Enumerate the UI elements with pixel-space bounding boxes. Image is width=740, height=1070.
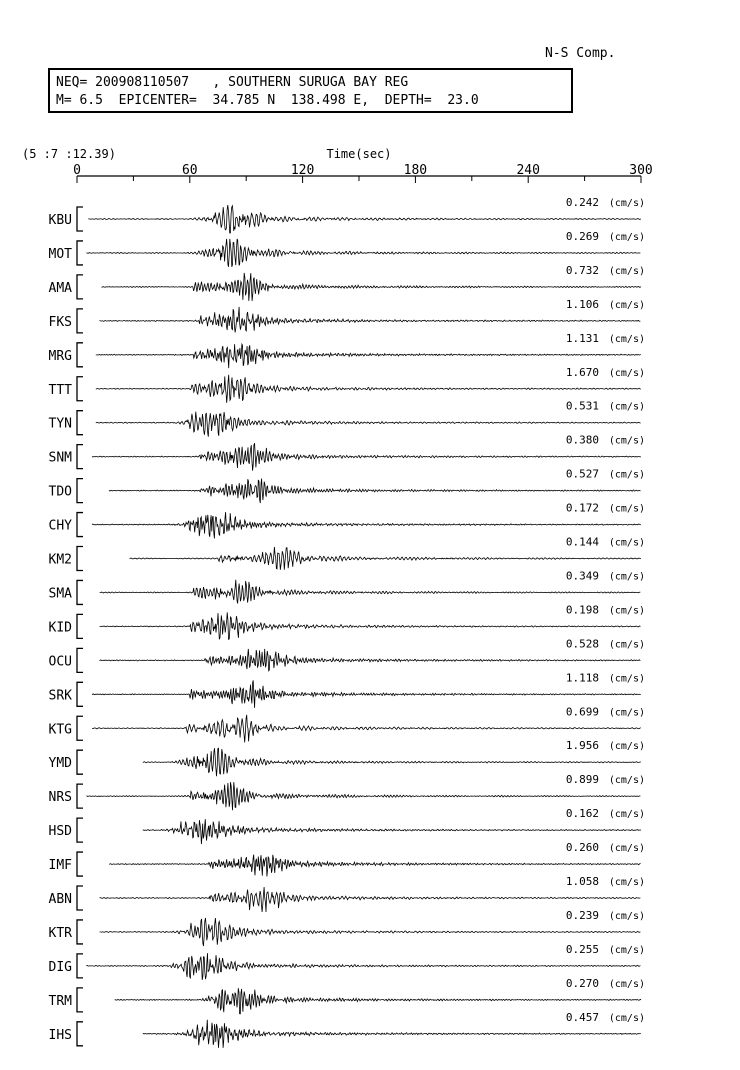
x-axis-title: Time(sec) bbox=[326, 147, 392, 161]
component-label: N-S Comp. bbox=[545, 46, 616, 61]
station-label: KID bbox=[48, 620, 72, 636]
max-amplitude-label: 1.670 bbox=[565, 365, 599, 379]
waveform-trace bbox=[100, 918, 641, 946]
max-amplitude-label: 0.269 bbox=[565, 229, 599, 243]
station-bracket bbox=[77, 852, 83, 876]
station-label: SRK bbox=[48, 688, 72, 704]
station-bracket bbox=[77, 309, 83, 333]
station-bracket bbox=[77, 275, 83, 299]
station-bracket bbox=[77, 241, 83, 265]
max-amplitude-label: 0.260 bbox=[565, 841, 599, 855]
unit-label: (cm/s) bbox=[608, 843, 645, 855]
station-bracket bbox=[77, 988, 83, 1012]
max-amplitude-label: 0.380 bbox=[565, 433, 599, 447]
unit-label: (cm/s) bbox=[608, 707, 645, 719]
unit-label: (cm/s) bbox=[608, 910, 645, 922]
station-label: IMF bbox=[48, 858, 72, 874]
waveform-trace bbox=[100, 612, 641, 639]
waveform-trace bbox=[96, 412, 641, 437]
station-bracket bbox=[77, 445, 83, 469]
station-label: MRG bbox=[48, 348, 72, 364]
unit-label: (cm/s) bbox=[608, 1012, 645, 1024]
waveform-trace bbox=[86, 239, 640, 267]
station-bracket bbox=[77, 1022, 83, 1046]
max-amplitude-label: 0.270 bbox=[565, 976, 599, 990]
station-bracket bbox=[77, 682, 83, 706]
unit-label: (cm/s) bbox=[608, 401, 645, 413]
waveform-trace bbox=[143, 748, 641, 776]
unit-label: (cm/s) bbox=[608, 537, 645, 549]
event-info-line-2: M= 6.5 EPICENTER= 34.785 N 138.498 E, DEPTH= 23.0 bbox=[56, 93, 479, 108]
station-label: TYN bbox=[48, 416, 72, 432]
max-amplitude-label: 0.349 bbox=[565, 569, 599, 583]
station-label: AMA bbox=[48, 280, 72, 296]
unit-label: (cm/s) bbox=[608, 775, 645, 787]
unit-label: (cm/s) bbox=[608, 503, 645, 515]
waveform-trace bbox=[143, 1020, 641, 1048]
station-label: MOT bbox=[48, 246, 72, 262]
station-bracket bbox=[77, 818, 83, 842]
unit-label: (cm/s) bbox=[608, 605, 645, 617]
station-bracket bbox=[77, 411, 83, 435]
station-label: ABN bbox=[48, 892, 72, 907]
waveform-trace bbox=[92, 715, 641, 743]
station-label: NRS bbox=[48, 790, 72, 806]
waveform-trace bbox=[88, 205, 641, 233]
max-amplitude-label: 0.527 bbox=[565, 467, 599, 481]
max-amplitude-label: 1.118 bbox=[565, 671, 599, 685]
max-amplitude-label: 0.732 bbox=[565, 263, 599, 277]
waveform-trace bbox=[101, 273, 641, 301]
waveform-trace bbox=[92, 512, 641, 538]
station-label: KTR bbox=[48, 925, 72, 941]
station-label: CHY bbox=[48, 518, 72, 534]
max-amplitude-label: 0.242 bbox=[565, 196, 599, 209]
unit-label: (cm/s) bbox=[608, 367, 645, 379]
max-amplitude-label: 0.531 bbox=[565, 399, 599, 413]
station-bracket bbox=[77, 954, 83, 978]
waveform-trace bbox=[86, 953, 640, 980]
station-label: TRM bbox=[48, 993, 72, 1009]
waveform-trace bbox=[96, 344, 641, 368]
station-label: KBU bbox=[48, 213, 72, 228]
station-label: TTT bbox=[48, 382, 72, 398]
x-tick-label: 240 bbox=[516, 163, 540, 178]
unit-label: (cm/s) bbox=[608, 809, 645, 821]
unit-label: (cm/s) bbox=[608, 299, 645, 311]
waveform-trace bbox=[100, 649, 641, 671]
station-bracket bbox=[77, 886, 83, 910]
waveform-trace bbox=[100, 580, 641, 604]
max-amplitude-label: 1.058 bbox=[565, 875, 599, 888]
x-tick-label: 300 bbox=[629, 163, 653, 178]
unit-label: (cm/s) bbox=[608, 469, 645, 481]
station-bracket bbox=[77, 377, 83, 401]
station-bracket bbox=[77, 580, 83, 604]
unit-label: (cm/s) bbox=[608, 435, 645, 447]
unit-label: (cm/s) bbox=[608, 877, 645, 888]
max-amplitude-label: 0.255 bbox=[565, 942, 599, 956]
unit-label: (cm/s) bbox=[608, 978, 645, 990]
unit-label: (cm/s) bbox=[608, 265, 645, 277]
waveform-trace bbox=[100, 307, 641, 333]
max-amplitude-label: 1.956 bbox=[565, 739, 599, 753]
station-label: DIG bbox=[48, 959, 72, 975]
station-label: SMA bbox=[48, 586, 72, 602]
waveform-trace bbox=[115, 988, 641, 1014]
station-bracket bbox=[77, 614, 83, 638]
x-tick-label: 60 bbox=[181, 163, 198, 178]
station-bracket bbox=[77, 343, 83, 367]
waveform-trace bbox=[109, 855, 641, 877]
unit-label: (cm/s) bbox=[608, 639, 645, 651]
waveform-trace bbox=[92, 443, 641, 471]
max-amplitude-label: 0.899 bbox=[565, 773, 599, 787]
waveform-trace bbox=[109, 479, 641, 504]
station-bracket bbox=[77, 479, 83, 503]
station-label: HSD bbox=[48, 824, 72, 840]
waveform-trace bbox=[100, 887, 641, 912]
station-label: YMD bbox=[48, 756, 72, 772]
station-bracket bbox=[77, 207, 83, 231]
station-label: SNM bbox=[48, 450, 72, 466]
station-label: KTG bbox=[48, 722, 72, 738]
max-amplitude-label: 1.106 bbox=[565, 297, 599, 311]
max-amplitude-label: 1.131 bbox=[565, 331, 599, 345]
max-amplitude-label: 0.528 bbox=[565, 637, 599, 651]
event-info-line-1: NEQ= 200908110507 , SOUTHERN SURUGA BAY REG bbox=[56, 75, 409, 90]
station-bracket bbox=[77, 920, 83, 944]
unit-label: (cm/s) bbox=[608, 333, 645, 345]
waveform-trace bbox=[130, 547, 641, 570]
max-amplitude-label: 0.457 bbox=[565, 1010, 599, 1024]
max-amplitude-label: 0.699 bbox=[565, 705, 599, 719]
unit-label: (cm/s) bbox=[608, 741, 645, 753]
station-bracket bbox=[77, 750, 83, 774]
waveform-trace bbox=[92, 680, 641, 708]
unit-label: (cm/s) bbox=[608, 198, 645, 209]
unit-label: (cm/s) bbox=[608, 673, 645, 685]
station-bracket bbox=[77, 648, 83, 672]
x-tick-label: 120 bbox=[290, 163, 315, 178]
max-amplitude-label: 0.172 bbox=[565, 501, 599, 515]
unit-label: (cm/s) bbox=[608, 571, 645, 583]
max-amplitude-label: 0.144 bbox=[565, 535, 599, 549]
station-bracket bbox=[77, 547, 83, 571]
station-label: IHS bbox=[48, 1027, 72, 1043]
station-bracket bbox=[77, 716, 83, 740]
max-amplitude-label: 0.162 bbox=[565, 807, 599, 821]
start-time-label: (5 :7 :12.39) bbox=[22, 147, 116, 161]
max-amplitude-label: 0.198 bbox=[565, 603, 599, 617]
x-tick-label: 180 bbox=[403, 163, 428, 178]
max-amplitude-label: 0.239 bbox=[565, 908, 599, 922]
station-label: KM2 bbox=[48, 552, 72, 568]
waveform-trace bbox=[86, 782, 640, 810]
station-label: FKS bbox=[48, 314, 72, 330]
x-tick-label: 0 bbox=[73, 163, 81, 178]
waveform-trace bbox=[96, 375, 641, 403]
unit-label: (cm/s) bbox=[608, 944, 645, 956]
station-bracket bbox=[77, 784, 83, 808]
station-label: TDO bbox=[48, 484, 72, 500]
unit-label: (cm/s) bbox=[608, 231, 645, 243]
station-bracket bbox=[77, 513, 83, 537]
station-label: OCU bbox=[48, 654, 72, 670]
